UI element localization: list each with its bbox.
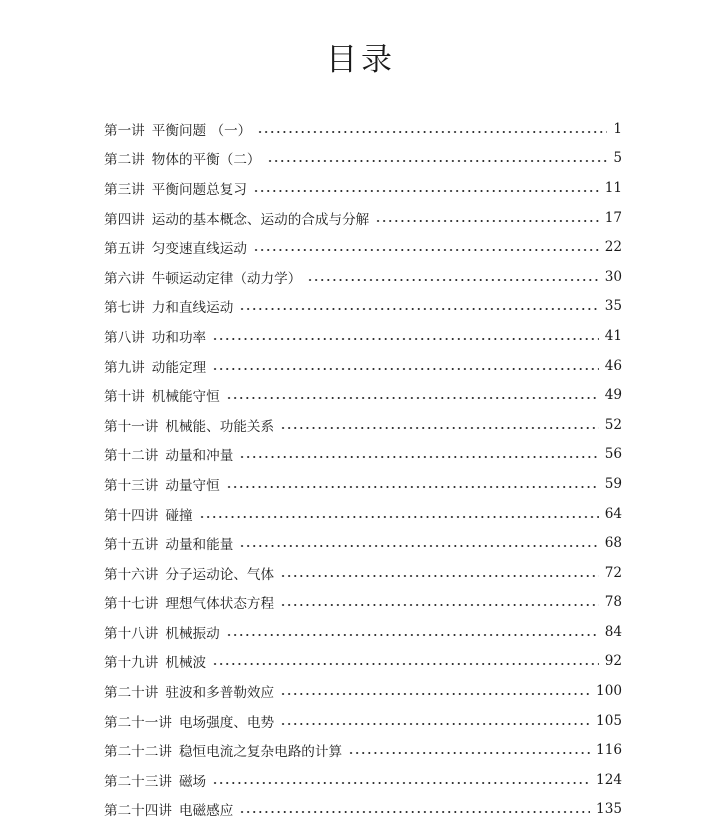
toc-entry-number: 第二十讲 bbox=[104, 685, 159, 702]
toc-entry[interactable] bbox=[104, 499, 622, 529]
dot-leader bbox=[239, 456, 598, 458]
dot-leader bbox=[280, 723, 590, 725]
toc-entry-page-number: 11 bbox=[604, 179, 622, 196]
toc-entry-number: 第十二讲 bbox=[104, 448, 159, 465]
toc-entry-number: 第五讲 bbox=[104, 241, 145, 258]
toc-entry-page-number: 78 bbox=[604, 594, 622, 611]
toc-entry-page-number: 68 bbox=[604, 535, 622, 552]
toc-entry-page-number: 1 bbox=[613, 120, 622, 137]
toc-entry-title: 运动的基本概念、运动的合成与分解 bbox=[151, 211, 370, 228]
toc-entry-page-number: 17 bbox=[604, 209, 622, 226]
toc-entry-number: 第十一讲 bbox=[104, 418, 159, 435]
toc-entry-page-number: 52 bbox=[604, 416, 622, 433]
toc-entry[interactable] bbox=[104, 706, 622, 736]
toc-entry-number: 第二十一讲 bbox=[104, 714, 172, 731]
toc-entry-page-number: 22 bbox=[604, 239, 622, 256]
toc-entry-page-number: 64 bbox=[604, 505, 622, 522]
toc-entry-number: 第九讲 bbox=[104, 359, 145, 376]
toc-entry-number: 第十九讲 bbox=[104, 655, 159, 672]
toc-entry-title: 机械能、功能关系 bbox=[165, 418, 275, 435]
toc-entry-number: 第一讲 bbox=[104, 122, 145, 139]
toc-entry-title: 平衡问题 （一） bbox=[151, 122, 252, 139]
toc-entry[interactable] bbox=[104, 114, 622, 144]
dot-leader bbox=[239, 811, 590, 813]
dot-leader bbox=[226, 634, 599, 636]
table-of-contents bbox=[104, 114, 622, 824]
toc-entry[interactable] bbox=[104, 173, 622, 203]
dot-leader bbox=[212, 338, 599, 340]
toc-entry[interactable] bbox=[104, 676, 622, 706]
toc-entry[interactable] bbox=[104, 262, 622, 292]
toc-entry-page-number: 35 bbox=[604, 298, 622, 315]
toc-entry-title: 动量和冲量 bbox=[165, 448, 234, 465]
toc-entry[interactable] bbox=[104, 292, 622, 322]
dot-leader bbox=[348, 752, 590, 754]
toc-entry-title: 力和直线运动 bbox=[151, 300, 234, 317]
toc-entry-page-number: 56 bbox=[604, 446, 622, 463]
dot-leader bbox=[212, 663, 599, 665]
toc-entry-number: 第四讲 bbox=[104, 211, 145, 228]
toc-entry-title: 动量守恒 bbox=[165, 477, 220, 494]
toc-entry-number: 第七讲 bbox=[104, 300, 145, 317]
toc-entry-number: 第十六讲 bbox=[104, 566, 159, 583]
toc-entry[interactable] bbox=[104, 232, 622, 262]
toc-entry-page-number: 5 bbox=[613, 150, 622, 167]
toc-entry-number: 第三讲 bbox=[104, 181, 145, 198]
toc-entry-title: 稳恒电流之复杂电路的计算 bbox=[178, 744, 343, 761]
toc-entry-page-number: 49 bbox=[604, 387, 622, 404]
toc-entry-title: 物体的平衡（二） bbox=[151, 152, 261, 169]
dot-leader bbox=[212, 368, 599, 370]
toc-entry[interactable] bbox=[104, 647, 622, 677]
toc-entry-title: 功和功率 bbox=[151, 329, 207, 346]
toc-entry-page-number: 92 bbox=[604, 653, 622, 670]
toc-entry[interactable] bbox=[104, 528, 622, 558]
toc-entry-number: 第二十二讲 bbox=[104, 744, 172, 761]
toc-entry-number: 第二讲 bbox=[104, 152, 145, 169]
toc-entry-page-number: 59 bbox=[604, 475, 622, 492]
dot-leader bbox=[307, 279, 598, 281]
dot-leader bbox=[253, 249, 599, 251]
toc-entry-title: 磁场 bbox=[178, 773, 207, 790]
toc-entry-title: 碰撞 bbox=[165, 507, 193, 524]
dot-leader bbox=[226, 486, 599, 488]
toc-entry-number: 第十七讲 bbox=[104, 596, 159, 613]
dot-leader bbox=[280, 604, 599, 606]
toc-entry-number: 第十八讲 bbox=[104, 625, 159, 642]
toc-entry-title: 牛顿运动定律（动力学） bbox=[151, 270, 302, 287]
toc-entry-page-number: 72 bbox=[604, 564, 622, 581]
toc-entry-title: 电场强度、电势 bbox=[178, 714, 275, 731]
toc-entry-title: 机械波 bbox=[165, 655, 207, 672]
dot-leader bbox=[253, 190, 599, 192]
page-title: 目录 bbox=[326, 42, 396, 78]
toc-entry[interactable] bbox=[104, 795, 622, 824]
toc-entry-title: 匀变速直线运动 bbox=[151, 241, 247, 258]
toc-entry-page-number: 135 bbox=[596, 801, 622, 818]
toc-entry-page-number: 46 bbox=[604, 357, 622, 374]
toc-entry[interactable] bbox=[104, 558, 622, 588]
toc-entry-title: 分子运动论、气体 bbox=[165, 566, 275, 583]
toc-entry[interactable] bbox=[104, 735, 622, 765]
dot-leader bbox=[199, 516, 599, 518]
toc-entry[interactable] bbox=[104, 617, 622, 647]
dot-leader bbox=[257, 131, 607, 133]
toc-entry[interactable] bbox=[104, 588, 622, 618]
toc-entry-page-number: 116 bbox=[596, 742, 622, 759]
toc-entry-number: 第十三讲 bbox=[104, 477, 159, 494]
toc-entry-title: 机械振动 bbox=[165, 625, 220, 642]
dot-leader bbox=[239, 308, 598, 310]
toc-entry-page-number: 105 bbox=[596, 712, 622, 729]
toc-entry-number: 第二十四讲 bbox=[104, 803, 172, 820]
dot-leader bbox=[239, 545, 598, 547]
toc-entry-title: 动量和能量 bbox=[165, 537, 234, 554]
toc-entry-title: 动能定理 bbox=[151, 359, 207, 376]
toc-entry-number: 第八讲 bbox=[104, 329, 145, 346]
toc-entry-number: 第六讲 bbox=[104, 270, 145, 287]
dot-leader bbox=[212, 782, 590, 784]
toc-entry[interactable] bbox=[104, 351, 622, 381]
dot-leader bbox=[375, 220, 598, 222]
dot-leader bbox=[280, 575, 599, 577]
toc-entry-number: 第二十三讲 bbox=[104, 773, 172, 790]
toc-entry-page-number: 84 bbox=[604, 623, 622, 640]
toc-entry[interactable] bbox=[104, 440, 622, 470]
toc-entry[interactable] bbox=[104, 144, 622, 174]
toc-entry-title: 电磁感应 bbox=[178, 803, 234, 820]
toc-entry-title: 平衡问题总复习 bbox=[151, 181, 247, 198]
toc-entry-page-number: 30 bbox=[604, 268, 622, 285]
dot-leader bbox=[267, 160, 608, 162]
dot-leader bbox=[280, 427, 599, 429]
dot-leader bbox=[226, 397, 599, 399]
toc-entry[interactable] bbox=[104, 321, 622, 351]
toc-entry-page-number: 124 bbox=[596, 771, 622, 788]
toc-entry[interactable] bbox=[104, 469, 622, 499]
toc-entry-title: 驻波和多普勒效应 bbox=[165, 685, 275, 702]
toc-entry[interactable] bbox=[104, 765, 622, 795]
toc-entry-page-number: 100 bbox=[596, 683, 622, 700]
toc-entry[interactable] bbox=[104, 380, 622, 410]
toc-entry-title: 理想气体状态方程 bbox=[165, 596, 275, 613]
dot-leader bbox=[280, 693, 590, 695]
toc-entry-number: 第十讲 bbox=[104, 389, 145, 406]
toc-entry-number: 第十四讲 bbox=[104, 507, 159, 524]
toc-entry-number: 第十五讲 bbox=[104, 537, 159, 554]
toc-entry-page-number: 41 bbox=[604, 327, 622, 344]
toc-entry[interactable] bbox=[104, 203, 622, 233]
toc-entry-title: 机械能守恒 bbox=[151, 389, 220, 406]
toc-entry[interactable] bbox=[104, 410, 622, 440]
